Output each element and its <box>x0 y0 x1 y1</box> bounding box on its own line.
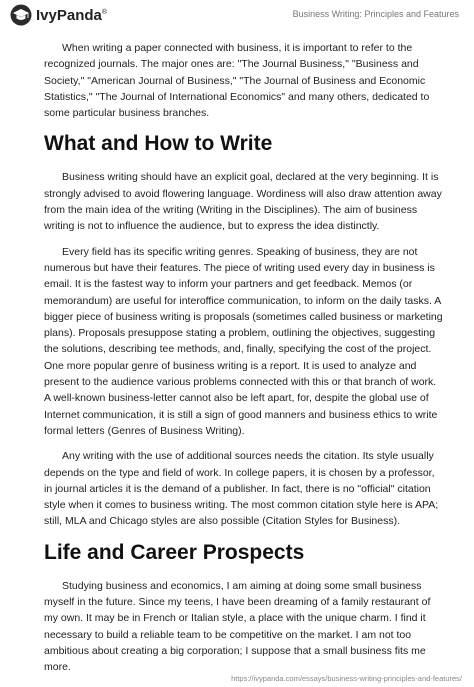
brand-name: IvyPanda® <box>36 6 108 24</box>
section-heading-what-how: What and How to Write <box>44 132 273 156</box>
ivypanda-logo[interactable] <box>10 4 107 26</box>
paragraph-prospects: Studying business and economics, I am aiming at doing some small business myself in the future. Since my teens, I have been dreaming of a family restaurant of my own. It may be in French or Italian style, a place with the unique charm. I find it necessary to build a reliable team to be competitive on the market. I am not too ambitious about creating a big corporation; I suppose that a small business fits me more. <box>44 579 431 674</box>
paragraph-genres: Every field has its specific writing genres. Speaking of business, they are not numerous but have their features. The piece of writing used every day in business is email. It is the fastest way to inform your partners and get feedback. Memos (or memorandum) are useful for interoffice communication, to inform on the daily tasks. A bigger piece of business writing is proposals (sometimes called business or marketing plans). Proposals presuppose stating a problem, outlining the objectives, suggesting the solutions, describing tee methods, and, finally, specifying the cost of the project. One more popular genre of business writing is a report. It is used to analyze and present to the audience various problems connected with this or that branch of work. A well-known business-letter cannot also be left apart, for, despite the global use of Internet communication, it is still a sign of good manners and business ethics to write formal letters (Genres of Business Writing). <box>44 245 443 437</box>
paragraph-goal: Business writing should have an explicit goal, declared at the very beginning. It is strongly advised to avoid flowering language. Wordiness will also draw attention away from the main idea of the writing (Writing in the Disciplines). The aim of business writing is not to influence the audience, but to express the idea distinctly. <box>44 171 442 233</box>
essay-content <box>44 40 444 685</box>
graduation-cap-icon <box>10 4 32 26</box>
source-url[interactable]: https://ivypanda.com/essays/business-writing-principles-and-features/ <box>231 674 462 683</box>
paragraph-journals: When writing a paper connected with business, it is important to refer to the recognized journals. The major ones are: "The Journal Business," "Business and Society," "American Journal of Business," "The Journal of Business and Economic Statistics," "The Journal of International Economics" and many others, dedicated to some particular business branches. <box>44 42 430 120</box>
page-header <box>0 0 474 30</box>
paragraph-citation: Any writing with the use of additional sources needs the citation. Its style usually depends on the type and field of work. In college papers, it is chosen by a professor, in journal articles it is the demand of a publisher. In fact, there is no "official" citation style when it comes to business writing. The most common citation style here is APA; still, MLA and Chicago styles are also possible (Citation Styles for Business). <box>44 450 439 528</box>
document-title: Business Writing: Principles and Features <box>292 9 459 19</box>
section-heading-life-career: Life and Career Prospects <box>44 540 305 564</box>
